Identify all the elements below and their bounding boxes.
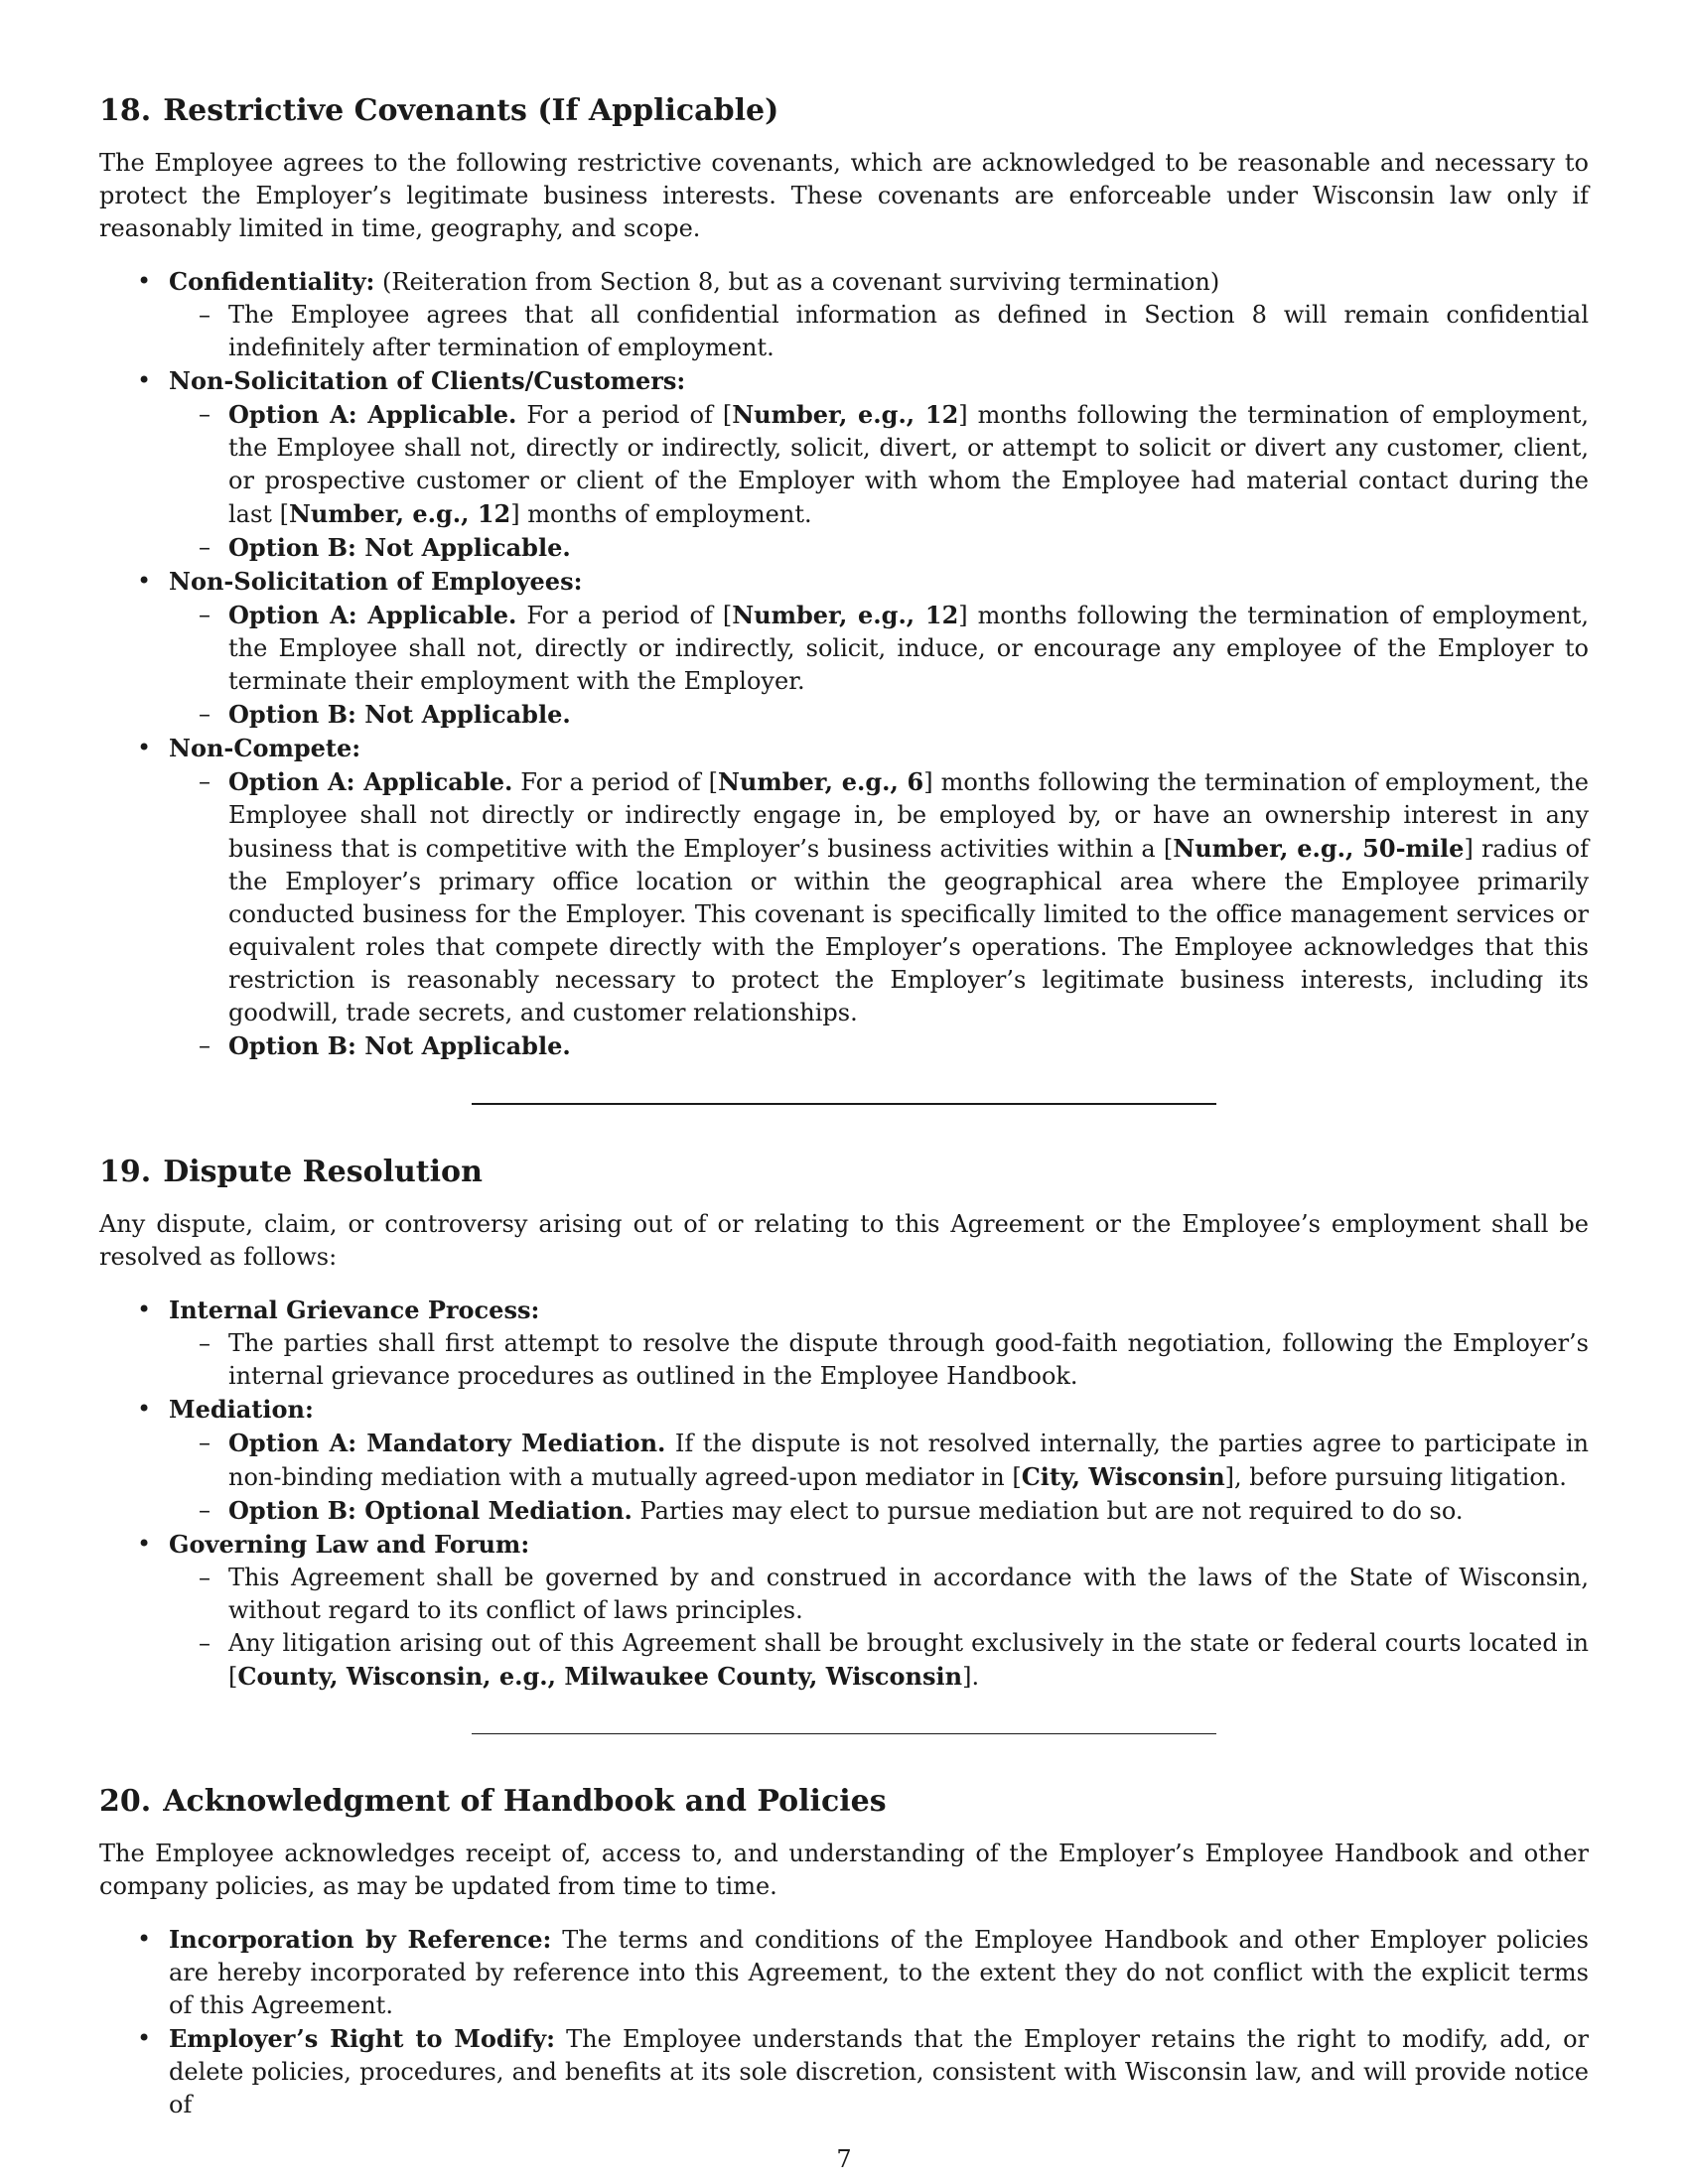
item-label: Confidentiality: — [169, 267, 375, 296]
section-number: 20. — [99, 1784, 152, 1819]
option-text: For a period of [ — [512, 768, 718, 796]
page-content — [99, 91, 1589, 2121]
list-item-confidentiality — [99, 265, 1589, 364]
option-label: Option B: Not Applicable. — [228, 533, 571, 562]
section-19-intro: Any dispute, claim, or controversy arising out of or relating to this Agreement or the Employee’s employment shall be resolved as follows: — [99, 1210, 1589, 1271]
placeholder-field: Number, e.g., 6 — [717, 767, 924, 796]
sub-list — [169, 765, 1589, 1063]
option-label: Option B: Not Applicable. — [228, 1031, 571, 1060]
list-item-governing-law — [99, 1528, 1589, 1694]
section-18 — [99, 91, 1589, 1063]
option-label: Option B: Not Applicable. — [228, 700, 571, 729]
option-label: Option A: Applicable. — [228, 400, 517, 429]
placeholder-field: Number, e.g., 50-mile — [1173, 834, 1465, 863]
option-text: ] months following the termination of employment, the Employee shall not directly or indirectly engage in, be employed by, or have an ownership interest in any business that is competitive with the Employer’s business activities within a [ — [228, 768, 1590, 863]
item-label: Governing Law and Forum: — [169, 1530, 530, 1559]
item-label: Non-Solicitation of Clients/Customers: — [169, 366, 686, 395]
handbook-list — [99, 1923, 1589, 2121]
list-item-incorporation — [99, 1923, 1589, 2022]
section-20-heading — [99, 1782, 1589, 1822]
option-text: If the dispute is not resolved internally, the parties agree to participate in non-binding mediation with a mutually agreed-upon mediator in [ — [228, 1430, 1590, 1491]
sub-item-option-b — [169, 531, 1589, 565]
item-text: The terms and conditions of the Employee Handbook and other Employer policies are hereby incorporated by reference into this Agreement, to the extent they do not conflict with the explicit terms of this Agreement. — [169, 1926, 1590, 2019]
list-item-non-compete — [99, 732, 1589, 1063]
sub-item-option-a — [169, 1427, 1589, 1494]
placeholder-field: Number, e.g., 12 — [288, 499, 511, 528]
sub-item: – The parties shall first attempt to resolve the dispute through good-faith negotiation, following the Employer’s internal grievance procedures as outlined in the Employee Handbook. — [169, 1327, 1589, 1393]
sub-list — [169, 299, 1589, 364]
sub-list — [169, 1327, 1589, 1393]
section-18-heading — [99, 91, 1589, 131]
section-19-heading — [99, 1153, 1589, 1192]
item-label: Mediation: — [169, 1395, 314, 1424]
list-item-non-solicitation-employees — [99, 565, 1589, 732]
section-title: Acknowledgment of Handbook and Policies — [163, 1784, 887, 1819]
sub-list — [169, 1427, 1589, 1528]
item-label: Non-Solicitation of Employees: — [169, 567, 583, 596]
section-19 — [99, 1153, 1589, 1694]
option-text: For a period of [ — [516, 401, 733, 429]
option-text: ]. — [962, 1663, 980, 1691]
option-label: Option A: Applicable. — [228, 601, 517, 629]
sub-item-option-b — [169, 1029, 1589, 1063]
item-label: Employer’s Right to Modify: — [169, 2024, 555, 2053]
placeholder-field: County, Wisconsin, e.g., Milwaukee County, Wisconsin — [237, 1662, 963, 1691]
sub-item: – The Employee agrees that all confidential information as defined in Section 8 will remain confidential indefinitely after termination of employment. — [169, 299, 1589, 364]
section-number: 19. — [99, 1155, 152, 1189]
placeholder-field: Number, e.g., 12 — [732, 400, 959, 429]
option-label: Option B: Optional Mediation. — [228, 1496, 633, 1525]
placeholder-field: City, Wisconsin — [1021, 1462, 1225, 1491]
option-text: ] months following the termination of employment, the Employee shall not, directly or indirectly, solicit, divert, or attempt to solicit or divert any customer, client, or prospective customer or client of the Employer with whom the Employee had material contact during the last [ — [228, 401, 1589, 528]
item-label: Non-Compete: — [169, 734, 361, 762]
sub-item-option-a — [169, 765, 1589, 1029]
covenant-list — [99, 265, 1589, 1063]
sub-item-option-a — [169, 599, 1589, 698]
option-label: Option A: Applicable. — [228, 767, 513, 796]
item-text: (Reiteration from Section 8, but as a covenant surviving termination) — [374, 268, 1220, 296]
section-title: Restrictive Covenants (If Applicable) — [163, 93, 779, 128]
item-text: The Employee understands that the Employer retains the right to modify, add, or delete policies, procedures, and benefits at its sole discretion, consistent with Wisconsin law, and will provide notice of — [169, 2025, 1589, 2118]
list-item-internal-grievance — [99, 1294, 1589, 1393]
list-item-non-solicitation-clients — [99, 364, 1589, 565]
sub-item: – This Agreement shall be governed by and construed in accordance with the laws of the State of Wisconsin, without regard to its conflict of laws principles. — [169, 1562, 1589, 1627]
section-20 — [99, 1782, 1589, 2121]
sub-item-option-b — [169, 698, 1589, 732]
page-number: 7 — [836, 2145, 852, 2173]
section-divider — [472, 1103, 1216, 1105]
list-item-mediation — [99, 1393, 1589, 1528]
section-number: 18. — [99, 93, 152, 128]
option-text: Any litigation arising out of this Agreement shall be brought exclusively in the state or federal courts located in [ — [228, 1629, 1589, 1691]
dispute-list — [99, 1294, 1589, 1694]
sub-list — [169, 398, 1589, 565]
section-20-intro: The Employee acknowledges receipt of, access to, and understanding of the Employer’s Employee Handbook and other company policies, as may be updated from time to time. — [99, 1840, 1589, 1900]
sub-list — [169, 1562, 1589, 1694]
option-text: ] months following the termination of employment, the Employee shall not, directly or indirectly, solicit, induce, or encourage any employee of the Employer to terminate their employment with the Employer. — [228, 602, 1589, 695]
sub-list — [169, 599, 1589, 732]
sub-item-option-a — [169, 398, 1589, 531]
option-text: ] radius of the Employer’s primary office location or within the geographical area where the Employee primarily conducted business for the Employer. This covenant is specifically limited to the office management services or equivalent roles that compete directly with the Employer’s operations. The Employee acknowledges that this restriction is reasonably necessary to protect the Employer’s legitimate business interests, including its goodwill, trade secrets, and customer relationships. — [228, 835, 1590, 1026]
section-title: Dispute Resolution — [163, 1155, 483, 1189]
option-text: ], before pursuing litigation. — [1224, 1463, 1567, 1491]
section-divider — [472, 1733, 1216, 1734]
option-text: For a period of [ — [516, 602, 733, 629]
list-item-right-to-modify — [99, 2022, 1589, 2121]
option-label: Option A: Mandatory Mediation. — [228, 1429, 666, 1457]
item-label: Incorporation by Reference: — [169, 1925, 552, 1954]
section-18-intro: The Employee agrees to the following restrictive covenants, which are acknowledged to be reasonable and necessary to protect the Employer’s legitimate business interests. These covenants are enforceable under Wisconsin law only if reasonably limited in time, geography, and scope. — [99, 149, 1589, 242]
item-label: Internal Grievance Process: — [169, 1296, 540, 1324]
placeholder-field: Number, e.g., 12 — [732, 601, 959, 629]
sub-item-option-b — [169, 1494, 1589, 1528]
option-text: Parties may elect to pursue mediation but are not required to do so. — [632, 1497, 1464, 1525]
option-text: ] months of employment. — [510, 500, 812, 528]
sub-item — [169, 1627, 1589, 1694]
